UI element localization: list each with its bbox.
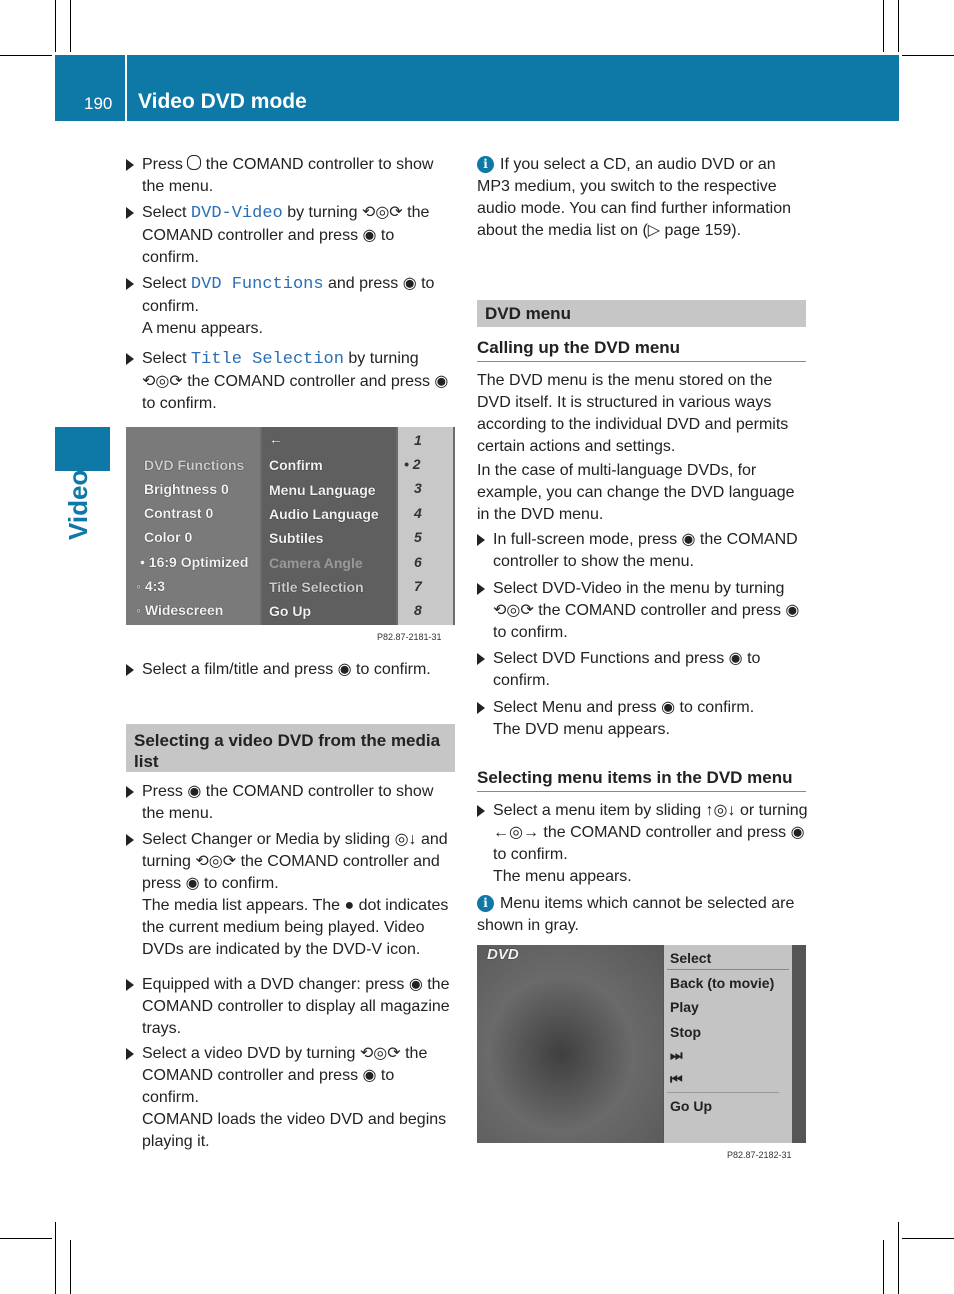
screen-item: Confirm [269,457,323,473]
step-text: Select a film/title and press ◉ to confirm. [142,661,431,678]
step-text-part: Select [142,350,191,367]
crop-mark [883,0,884,52]
arrow-icon [477,702,485,714]
step-text: In full-screen mode, press ◉ the COMAND controller to show the menu. [493,531,798,570]
menu-item-name: DVD-Video [190,204,283,223]
page-number: 190 [84,94,113,113]
crop-mark [70,1240,71,1294]
step-result: The DVD menu appears. [493,721,670,738]
menu-item-name: DVD Functions [190,275,324,294]
info-text: If you select a CD, an audio DVD or an MP3 medium, you switch to the respective audio mode. You can find further information about the media list on [477,156,791,239]
step-text-part: Select [142,275,191,292]
screen-item: 8 [414,602,422,618]
screen-item: ← [269,431,283,447]
video-frame [477,945,663,1143]
screen-item: 1 [414,432,422,448]
screen-item: ⏮ [670,1071,683,1087]
arrow-icon [126,159,134,171]
screen-item: Title Selection [269,579,364,595]
screen-item: Play [670,999,699,1015]
menu-divider [667,1092,779,1093]
screen-item: • 2 [404,456,421,472]
screen-item: Go Up [670,1098,712,1114]
screen-item: Brightness 0 [144,481,229,497]
crop-mark [898,0,899,52]
step-text [142,1043,452,1153]
figure-caption: P82.87-2181-31 [377,632,442,642]
screen-item: Stop [670,1024,702,1040]
side-tab [55,427,110,471]
step-result: A menu appears. [142,320,263,337]
dvd-logo: DVD [487,946,519,963]
screen-item: 5 [414,529,422,545]
screenshot-dvd-functions [126,427,455,625]
step-text-part: Press [142,156,188,173]
info-text: Menu items which cannot be selected are shown in gray. [477,895,795,934]
step-text [142,202,452,269]
screen-item: Select [670,950,712,966]
screen-item: Contrast 0 [144,505,214,521]
arrow-icon [477,534,485,546]
arrow-icon [477,653,485,665]
crop-mark [55,0,56,52]
info-note [477,154,807,242]
screen-item: Color 0 [144,529,193,545]
screen-item: ◦ Widescreen [136,602,224,618]
crop-mark [0,55,52,56]
step-text-part: by turning ⟲◎⟳ the COMAND controller and press ◉ to confirm. [142,204,430,266]
crop-mark [902,55,954,56]
step-text: Select DVD-Video in the menu by turning ⟲◎⟳ the COMAND controller and press ◉ to confirm. [493,580,800,641]
step-text: Select DVD Functions and press ◉ to confirm. [493,650,761,689]
crop-mark [902,1238,954,1239]
step-text-part: Select Menu and press ◉ to confirm. [493,699,755,716]
paragraph: The DVD menu is the menu stored on the DVD itself. It is structured in various ways according to the individual DVD and permits certain actions and settings. [477,372,789,455]
step-text-part: and press ◉ to confirm. [142,275,435,315]
crop-mark [0,1238,52,1239]
section-header: Selecting a video DVD from the media list [126,724,455,772]
screen-item: ⏭ [670,1047,683,1063]
arrow-icon [126,353,134,365]
arrow-icon [477,583,485,595]
info-icon: i [477,895,494,912]
paragraph: In the case of multi-language DVDs, for example, you can change the DVD language in the DVD menu. [477,462,795,523]
info-icon: i [477,156,494,173]
menu-item-name: Title Selection [190,350,344,369]
arrow-icon [477,805,485,817]
step-text [493,697,809,741]
section-header: DVD menu [477,300,806,327]
page-reference: (▷ page 159). [642,222,742,239]
screen-item: 3 [414,480,422,496]
page-title: Video DVD mode [138,90,307,113]
step-text: Equipped with a DVD changer: press ◉ the COMAND controller to display all magazine trays. [142,976,450,1037]
side-tab-label: Video [63,469,93,540]
screen-item: Menu Language [269,482,376,498]
step-text-part: by turning ⟲◎⟳ the COMAND controller and press ◉ to confirm. [142,350,449,412]
step-text: Press ◉ the COMAND controller to show the menu. [142,783,434,822]
screen-item: Back (to movie) [670,975,775,991]
crop-mark [898,1222,899,1294]
step-text [493,800,809,888]
arrow-icon [126,834,134,846]
menu-divider [667,969,789,970]
step-text-part: Select a menu item by sliding ↑◎↓ or turning ←◎→ the COMAND controller and press ◉ to confirm. [493,802,808,863]
arrow-icon [126,664,134,676]
step-result: The menu appears. [493,868,632,885]
screen-item: • 16:9 Optimized [140,554,249,570]
step-text [142,829,452,961]
crop-mark [70,0,71,52]
arrow-icon [126,979,134,991]
knob-press-icon [187,155,201,170]
screen-item: Go Up [269,603,311,619]
step-text [142,154,452,198]
screen-item: ◦ 4:3 [136,578,166,594]
screen-item: Subtiles [269,530,324,546]
step-result: The media list appears. The ● dot indicates the current medium being played. Video DVDs are indicated by the DVD-V icon. [142,897,449,958]
screen-item: Audio Language [269,506,379,522]
step-text [142,273,452,340]
step-text [142,348,452,415]
figure-caption: P82.87-2182-31 [727,1150,792,1160]
step-text-part: Select Changer or Media by sliding ◎↓ and turning ⟲◎⟳ the COMAND controller and press ◉ to confirm. [142,831,448,892]
screenshot-dvd-menu [477,945,806,1143]
step-text-part: Select [142,204,191,221]
screen-item: 6 [414,554,422,570]
header-divider [125,55,127,121]
info-note [477,893,807,937]
arrow-icon [126,278,134,290]
screen-item: DVD Functions [144,457,245,473]
step-result: COMAND loads the video DVD and begins playing it. [142,1111,447,1150]
arrow-icon [126,786,134,798]
heading: Calling up the DVD menu [477,338,806,362]
crop-mark [55,1222,56,1294]
step-text-part: Select a video DVD by turning ⟲◎⟳ the COMAND controller and press ◉ to confirm. [142,1045,428,1106]
screen-item: 7 [414,578,422,594]
screen-item: 4 [414,505,422,521]
heading: Selecting menu items in the DVD menu [477,768,806,792]
step-text-part: the COMAND controller to show the menu. [142,156,434,195]
screen-item: Camera Angle [269,555,363,571]
side-tab-label-wrap [63,470,133,560]
arrow-icon [126,207,134,219]
arrow-icon [126,1048,134,1060]
crop-mark [883,1240,884,1294]
